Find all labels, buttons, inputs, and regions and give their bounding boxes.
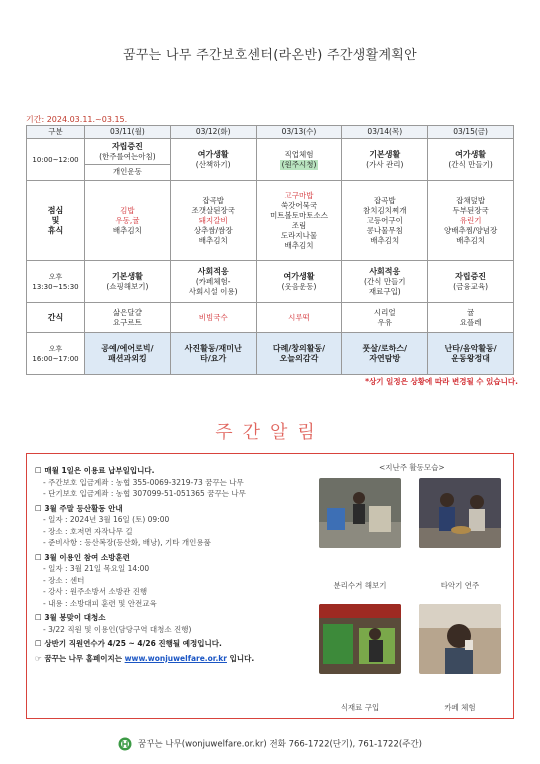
table-cell (170, 333, 256, 375)
row-label (27, 303, 85, 333)
notice-detail: - 단기보호 입금계좌 : 농협 307099-51-051365 꿈꾸는 나무 (43, 489, 246, 498)
cell-text: 공예/에어로빅/ (101, 343, 154, 353)
notice-heading-text: 3월 주말 등산활동 안내 (44, 503, 123, 513)
cell-text: 쑥갓어묵국 (280, 200, 318, 210)
cell-text: 오후 (48, 344, 63, 353)
cell-text: (간식 만들기 (364, 276, 406, 286)
table-cell (428, 181, 514, 261)
cell-text: (산책하기) (195, 159, 231, 169)
table-cell (170, 181, 256, 261)
cell-text: 자연탐방 (369, 353, 401, 363)
notice-detail: - 장소 : 호저면 자작나무 길 (43, 526, 133, 536)
header-cell: 03/12(화) (170, 126, 256, 139)
photo-caption: 분리수거 해보기 (333, 581, 387, 590)
footer (0, 737, 540, 751)
cell-text: 김밥 (120, 205, 135, 215)
header-cell: 03/13(수) (256, 126, 342, 139)
page-title: 꿈꾸는 나무 주간보호센터(라온반) 주간생활계획안 (122, 48, 418, 63)
notice-panel (26, 453, 514, 719)
table-row (27, 261, 514, 303)
table-row (27, 181, 514, 261)
cell-text: (가사 관리) (366, 159, 404, 169)
table-cell (85, 333, 171, 375)
notice-heading-text: 3월 봉맞이 대청소 (44, 613, 106, 622)
notice-detail: - 준비사항 : 등산복장(등산화, 배낭), 기타 개인용품 (43, 538, 211, 547)
cell-text: 휴식 (47, 225, 64, 235)
cell-text: 요플레 (459, 317, 482, 327)
cell-text: 여가생활 (283, 271, 315, 281)
cell-text: 잡곡밥 (373, 195, 396, 205)
cell-text: 배추김치 (284, 240, 314, 250)
notice-heading-text: 상반기 직원연수가 4/25 ~ 4/26 진행될 예정입니다. (44, 639, 222, 648)
cell-text: 직업체험 (284, 149, 314, 159)
row-label: 10:00~12:00 (27, 139, 85, 181)
period-label: 기간: 2024.03.11.~03.15. (26, 115, 128, 124)
footer-text: 꿈꾸는 나무(wonjuwelfare.or.kr) 전화 766-1722(단기), 761-1722(주간) (138, 739, 422, 750)
cell-text: 재료구입) (368, 286, 401, 296)
cell-text: (쇼핑해보기) (106, 281, 149, 291)
table-row (27, 333, 514, 375)
row-label (27, 181, 85, 261)
table-cell (85, 139, 171, 181)
cell-text: 운동왕정대 (451, 353, 490, 363)
notice-item: ☐ 매월 1일은 이용료 납부일입니다. (35, 466, 155, 475)
cell-text: 조림 (291, 220, 307, 230)
cell-text: 16:00~17:00 (32, 354, 79, 363)
cell-text: 고등어구이 (366, 215, 403, 225)
notice-detail: - 일자 : 2024년 3월 16일 (토) 09:00 (43, 515, 170, 524)
cell-text: 두부된장국 (452, 205, 489, 215)
cell-text: 삶은달걀 (112, 307, 142, 317)
cell-text: (금융교육) (453, 281, 489, 291)
cell-text: 귤 (466, 307, 475, 317)
header-cell: 03/11(월) (85, 126, 171, 139)
cell-text: (카페체험- (195, 276, 231, 286)
cell-text: 유린기 (459, 215, 482, 225)
cell-text: 여가생활 (197, 149, 229, 159)
cell-text: 상추쌈/쌈장 (193, 225, 233, 235)
homepage-text: 입니다. (226, 653, 255, 663)
photo-caption: 카페 체험 (444, 703, 476, 712)
table-row (27, 303, 514, 333)
cell-text: 고구마밥 (284, 190, 314, 200)
notice-item: ☐ 3월 봉맞이 대청소 (35, 613, 106, 622)
cell-text: (간식 만들기) (448, 159, 493, 169)
header-cell: 구분 (27, 126, 85, 139)
row-label (27, 261, 85, 303)
cell-text: (웃음운동) (281, 281, 317, 291)
notice-detail: - 내용 : 소방대피 훈련 및 안전교육 (43, 598, 157, 608)
table-cell (342, 303, 428, 333)
cell-text: 미트볼토마토소스 (270, 210, 328, 220)
table-cell (428, 139, 514, 181)
cell-text: 배추김치 (370, 235, 400, 245)
table-cell (256, 181, 342, 261)
table-cell (170, 139, 256, 181)
cell-text: 배추김치 (456, 235, 486, 245)
cell-text: 타/요가 (200, 353, 227, 363)
cell-text: 우유 (377, 317, 393, 327)
cell-text: 시리얼 (373, 307, 396, 317)
cell-text: 개인운동 (85, 164, 170, 177)
photo-caption: 타악기 연주 (440, 581, 480, 590)
activity-photo-recycling (319, 478, 401, 548)
table-cell (256, 303, 342, 333)
activity-photo-percussion (419, 478, 501, 548)
notice-item: ☐ 3월 주말 등산활동 안내 (35, 503, 123, 513)
table-cell (256, 139, 342, 181)
notice-detail: - 강사 : 원주소방서 소방관 진행 (43, 587, 148, 596)
notice-heading-text: 매월 1일은 이용료 납부일입니다. (44, 466, 155, 475)
cell-text: 풋살/로하스/ (362, 343, 408, 353)
photos-caption: <지난주 활동모습> (379, 463, 445, 472)
table-cell (85, 181, 171, 261)
cell-text: 양배추찜/양념장 (443, 225, 498, 235)
activity-photo-cafe (419, 604, 501, 674)
table-cell (342, 139, 428, 181)
cell-text: 자립증진 (455, 271, 487, 281)
table-cell (170, 261, 256, 303)
table-cell (428, 333, 514, 375)
cell-text: 점심 (47, 205, 64, 215)
table-row (27, 139, 514, 181)
notice-heading: 주간알림 (215, 422, 325, 443)
cell-text: 사회시설 이용) (188, 286, 238, 296)
table-cell (256, 261, 342, 303)
cell-text: 돼지갈비 (198, 215, 228, 225)
notice-detail: - 주간보호 입금계좌 : 농협 355-0069-3219-73 꿈꾸는 나무 (43, 477, 244, 487)
cell-text: 간식 (47, 312, 64, 322)
table-cell (85, 303, 171, 333)
cell-text: 사회적응 (369, 266, 401, 276)
table-cell (85, 261, 171, 303)
header-cell: 03/14(목) (342, 126, 428, 139)
cell-text: 시루떡 (288, 312, 310, 322)
homepage-notice (35, 653, 325, 665)
table-cell (170, 303, 256, 333)
cell-text: 기본생활 (111, 271, 143, 281)
cell-text: 난타/음악활동/ (444, 343, 497, 353)
schedule-table (26, 125, 514, 375)
table-cell (256, 333, 342, 375)
table-header-row (27, 126, 514, 139)
cell-text: 다례/창의활동/ (272, 343, 326, 353)
cell-text: 참치김치찌개 (363, 205, 407, 215)
cell-text: 패션과외킹 (108, 353, 147, 363)
logo-icon (118, 737, 132, 751)
table-cell (342, 333, 428, 375)
notice-list (35, 462, 325, 664)
table-cell (342, 181, 428, 261)
cell-text: 자립증진 (111, 142, 143, 151)
cell-text: 우동,귤 (115, 215, 140, 225)
homepage-text: ☞ 꿈꾸는 나무 홈페이지는 (35, 653, 125, 663)
cell-text: 비빔국수 (198, 312, 228, 322)
row-label (27, 333, 85, 375)
table-cell (428, 303, 514, 333)
notice-detail: - 3/22 직원 및 이용인(담당구역 대청소 진행) (43, 624, 192, 634)
cell-text: 콩나물무침 (366, 225, 403, 235)
cell-text: 및 (51, 215, 60, 225)
table-cell (428, 261, 514, 303)
table-cell (342, 261, 428, 303)
cell-text: 잡곡밥 (202, 195, 225, 205)
cell-text: 기본생활 (369, 149, 401, 159)
cell-text: 도라지나물 (280, 230, 318, 240)
cell-text: (원주시청) (281, 159, 317, 169)
cell-text: 요구르트 (112, 317, 142, 327)
cell-text: 배추김치 (198, 235, 228, 245)
cell-text: 13:30~15:30 (32, 282, 79, 291)
notice-item: ☐ 3월 이용인 참여 소방훈련 (35, 552, 130, 562)
cell-text: 사회적응 (197, 266, 229, 276)
cell-text: 사진활동/재미난 (184, 343, 242, 353)
cell-text: 배추김치 (112, 225, 142, 235)
cell-text: 여가생활 (455, 149, 487, 159)
cell-text: 조갯살된장국 (191, 205, 235, 215)
schedule-note: *상기 일정은 상황에 따라 변경될 수 있습니다. (365, 377, 518, 386)
notice-heading-text: 3월 이용인 참여 소방훈련 (44, 552, 130, 562)
homepage-link[interactable]: www.wonjuwelfare.or.kr (124, 653, 227, 663)
header-cell: 03/15(금) (428, 126, 514, 139)
notice-item: ☐ 상반기 직원연수가 4/25 ~ 4/26 진행될 예정입니다. (35, 639, 222, 648)
cell-text: 오늘의감각 (279, 353, 319, 363)
cell-text: 오후 (48, 272, 63, 281)
cell-text: 잡채덮밥 (456, 195, 486, 205)
notice-detail: - 장소 : 센터 (43, 575, 85, 585)
photo-caption: 식재료 구입 (340, 703, 380, 712)
notice-detail: - 일자 : 3월 21일 목요일 14:00 (43, 564, 150, 573)
activity-photo-grocery (319, 604, 401, 674)
cell-text: (한주를여는아침) (99, 152, 156, 161)
